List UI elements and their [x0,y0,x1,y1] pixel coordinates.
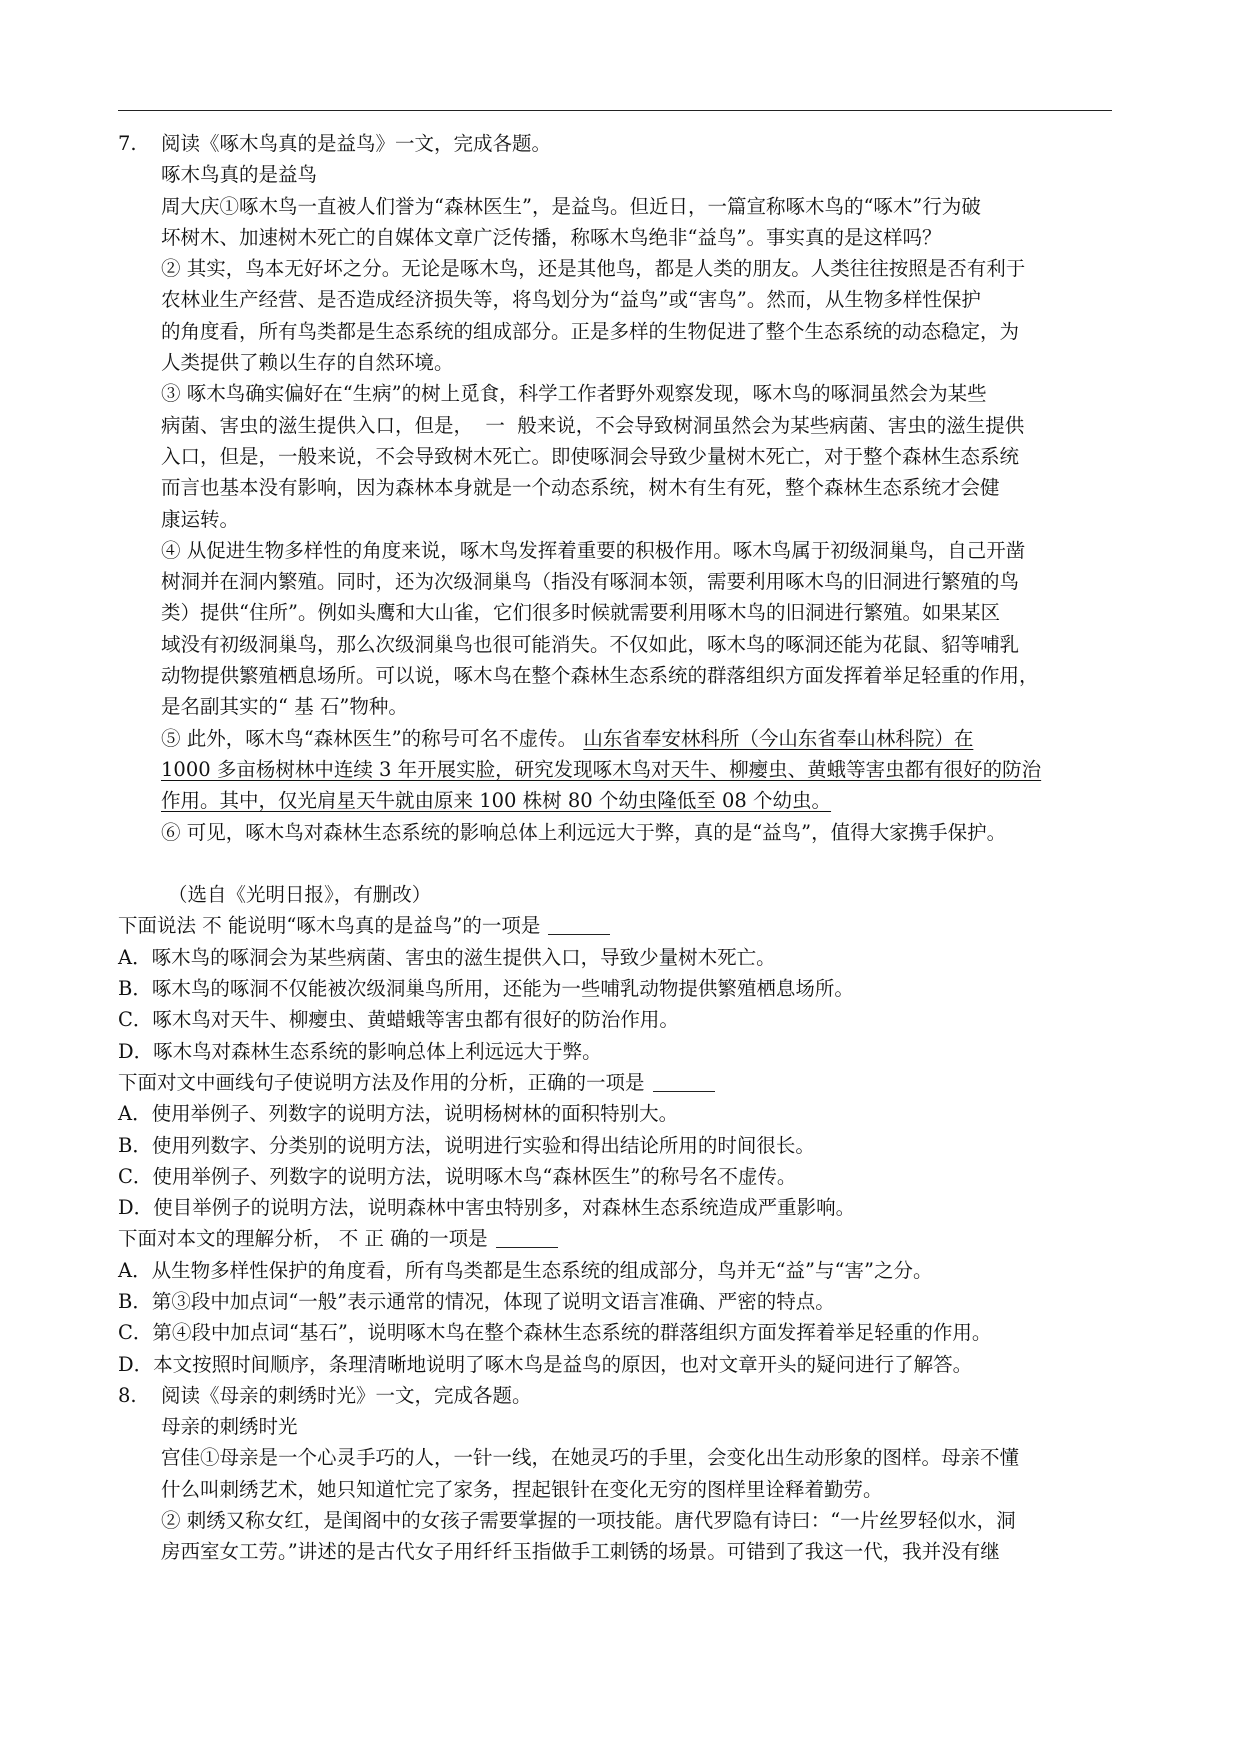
q8-number: 8. [118,1383,137,1407]
q7-p4-line: ④ 从促进生物多样性的角度来说，啄木鸟发挥着重要的积极作用。啄木鸟属于初级洞巢鸟，自己开凿 [161,538,1026,562]
q7-p3-line: 而言也基本没有影响，因为森林本身就是一个动态系统，树木有生有死，整个森林生态系统才会健 [161,476,1000,500]
q7-p3-line: 病菌、害虫的滋生提供入口，但是， 一 般来说，不会导致树洞虽然会为某些病菌、害虫的滋生提供 [161,413,1025,437]
q7-p3-line: ③ 啄木鸟确实偏好在“生病”的树上觅食，科学工作者野外观察发现，啄木鸟的啄洞虽然会为某些 [161,382,987,406]
q7-p5-underlined: 1000 多亩杨树林中连续 3 年开展实脸，研究发现啄木鸟对天牛、柳瘿虫、黄蛾等害虫都有很好的防治 [161,757,1042,781]
q7-sub2-option-a: A．使用举例子、列数字的说明方法，说明杨树林的面积特别大。 [118,1102,679,1126]
q7-p4-line: 类）提供“住所”。例如头鹰和大山雀，它们很多时候就需要利用啄木鸟的旧洞进行繁殖。如果某区 [161,601,1000,625]
q8-p2-line: ② 刺绣又称女红，是闺阁中的女孩子需要掌握的一项技能。唐代罗隐有诗曰：“一片丝罗轻似水，洞 [161,1509,1016,1533]
q7-sub3-option-d: D．本文按照时间顺序，条理清晰地说明了啄木鸟是益鸟的原因，也对文章开头的疑问进行了解答。 [118,1352,973,1376]
q7-source: （选自《光明日报》，有删改） [168,883,432,907]
q7-sub1-stem-a: 下面说法 [118,914,203,938]
q7-article-title: 啄木鸟真的是益鸟 [161,163,318,187]
q7-sub3-option-c: C．第④段中加点词“基石”，说明啄木鸟在整个森林生态系统的群落组织方面发挥着举足轻重的作用。 [118,1321,992,1345]
q7-number: 7. [118,132,137,155]
q7-sub2-option-b: B．使用列数字、分类别的说明方法，说明进行实验和得出结论所用的时间很长。 [118,1133,815,1157]
q7-p5-line [118,723,1118,754]
q7-p2-line: 农林业生产经营、是否造成经济损失等，将鸟划分为“益鸟”或“害鸟”。然而，从生物多样性保护 [161,288,981,312]
q7-p4-line: 动物提供繁殖栖息场所。可以说，啄木鸟在整个森林生态系统的群落组织方面发挥着举足轻重的作用， [161,664,1039,688]
q7-sub2-stem-text: 下面对文中画线句子使说明方法及作用的分析，正确的一项是 [118,1070,645,1094]
q7-sub1-option-a: A．啄木鸟的啄洞会为某些病菌、害虫的滋生提供入口，导致少量树木死亡。 [118,945,776,969]
q7-prompt-line [118,128,1118,159]
q8-article-title: 母亲的刺绣时光 [161,1415,298,1439]
q7-p5-underlined: 作用。其中，仅光肩星天牛就由原来 100 株树 80 个幼虫隆低至 08 个幼虫。 [161,789,832,813]
q8-p2-line: 房西室女工劳。”讲述的是古代女子用纤纤玉指做手工刺锈的场景。可错到了我这一代，我并没有继 [161,1540,1000,1564]
q7-sub3-option-a: A．从生物多样性保护的角度看，所有鸟类都是生态系统的组成部分，鸟并无“益”与“害”之分。 [118,1258,933,1282]
q7-p5-line [118,785,1118,816]
q7-p1-line: 周大庆①啄木鸟一直被人们誉为“森林医生”，是益鸟。但近日，一篇宣称啄木鸟的“啄木”行为破 [161,194,981,218]
q7-sub1-stem [118,910,1118,941]
q7-sub3-stem-a: 下面对本文的理解分析， [118,1227,339,1251]
q7-p3-line: 入口，但是，一般来说，不会导致树木死亡。即使啄洞会导致少量树木死亡，对于整个森林生态系统 [161,444,1020,468]
q7-sub1-option-b: B．啄木鸟的啄洞不仅能被次级洞巢鸟所用，还能为一些哺乳动物提供繁殖栖息场所。 [118,977,854,1001]
answer-blank[interactable] [653,1073,715,1092]
q8-p1-line: 宫佳①母亲是一个心灵手巧的人，一针一线，在她灵巧的手里，会变化出生动形象的图样。母亲不懂 [161,1446,1020,1470]
q7-p1-line: 坏树木、加速树木死亡的自媒体文章广泛传播，称啄木鸟绝非“益鸟”。事实真的是这样吗？ [161,225,942,249]
q7-sub1-stem-emphasis: 不 能 [202,914,248,938]
answer-blank[interactable] [548,916,610,935]
q7-sub1-stem-c: 说明“啄木鸟真的是益鸟”的一项是 [247,914,541,938]
q7-sub3-stem [118,1223,1118,1254]
header-rule [118,110,1112,111]
q8-prompt-line [118,1380,1118,1411]
q7-p4-line: 树洞并在洞内繁殖。同时，还为次级洞巢鸟（指没有啄洞本领，需要利用啄木鸟的旧洞进行繁殖的鸟 [161,570,1020,594]
q8-prompt: 阅读《母亲的刺绣时光》一文，完成各题。 [161,1383,532,1407]
q7-p2-line: 的角度看，所有鸟类都是生态系统的组成部分。正是多样的生物促进了整个生态系统的动态稳定，为 [161,319,1020,343]
q7-sub3-stem-c: 确的一项是 [383,1227,488,1251]
q7-sub2-option-c: C．使用举例子、列数字的说明方法，说明啄木鸟“森林医生”的称号名不虚传。 [118,1164,797,1188]
q7-sub3-option-b: B．第③段中加点词“一般”表示通常的情况，体现了说明文语言准确、严密的特点。 [118,1289,835,1313]
answer-blank[interactable] [496,1229,558,1248]
q7-p2-line: ② 其实，鸟本无好坏之分。无论是啄木鸟，还是其他鸟，都是人类的朋友。人类往往按照是否有利于 [161,257,1026,281]
q7-p4-line: 域没有初级洞巢鸟，那么次级洞巢鸟也很可能消失。不仅如此，啄木鸟的啄洞还能为花鼠、貂等哺乳 [161,632,1020,656]
q7-sub3-stem-emphasis: 不 正 [338,1227,384,1251]
q7-sub2-stem [118,1067,1118,1098]
q7-p5-line [118,754,1118,785]
q7-sub2-option-d: D．使目举例子的说明方法，说明森林中害虫特别多，对森林生态系统造成严重影响。 [118,1196,856,1220]
document-body [118,128,1118,1568]
q7-p4-line: 是名副其实的“ 基 石”物种。 [161,695,408,719]
q7-p3-line: 康运转。 [161,507,240,531]
q7-prompt: 阅读《啄木鸟真的是益鸟》一文，完成各题。 [161,132,552,155]
q7-sub1-option-c: C．啄木鸟对天牛、柳瘿虫、黄蜡蛾等害虫都有很好的防治作用。 [118,1008,679,1032]
q7-sub1-option-d: D．啄木鸟对森林生态系统的影响总体上利远远大于弊。 [118,1039,602,1063]
q7-p5-lead: ⑤ 此外，啄木鸟“森林医生”的称号可名不虚传。 [161,726,584,750]
q7-p5-underlined: 山东省奉安林科所（今山东省奉山林科院）在 [583,726,974,750]
q8-p1-line: 什么叫刺绣艺术，她只知道忙完了家务，捏起银针在变化无穷的图样里诠释着勤劳。 [161,1477,883,1501]
spacer [118,848,1118,879]
q7-p2-line: 人类提供了赖以生存的自然环境。 [161,351,454,375]
q7-p6-line: ⑥ 可见，啄木鸟对森林生态系统的影响总体上利远远大于弊，真的是“益鸟”，值得大家携手保护。 [161,820,1007,844]
